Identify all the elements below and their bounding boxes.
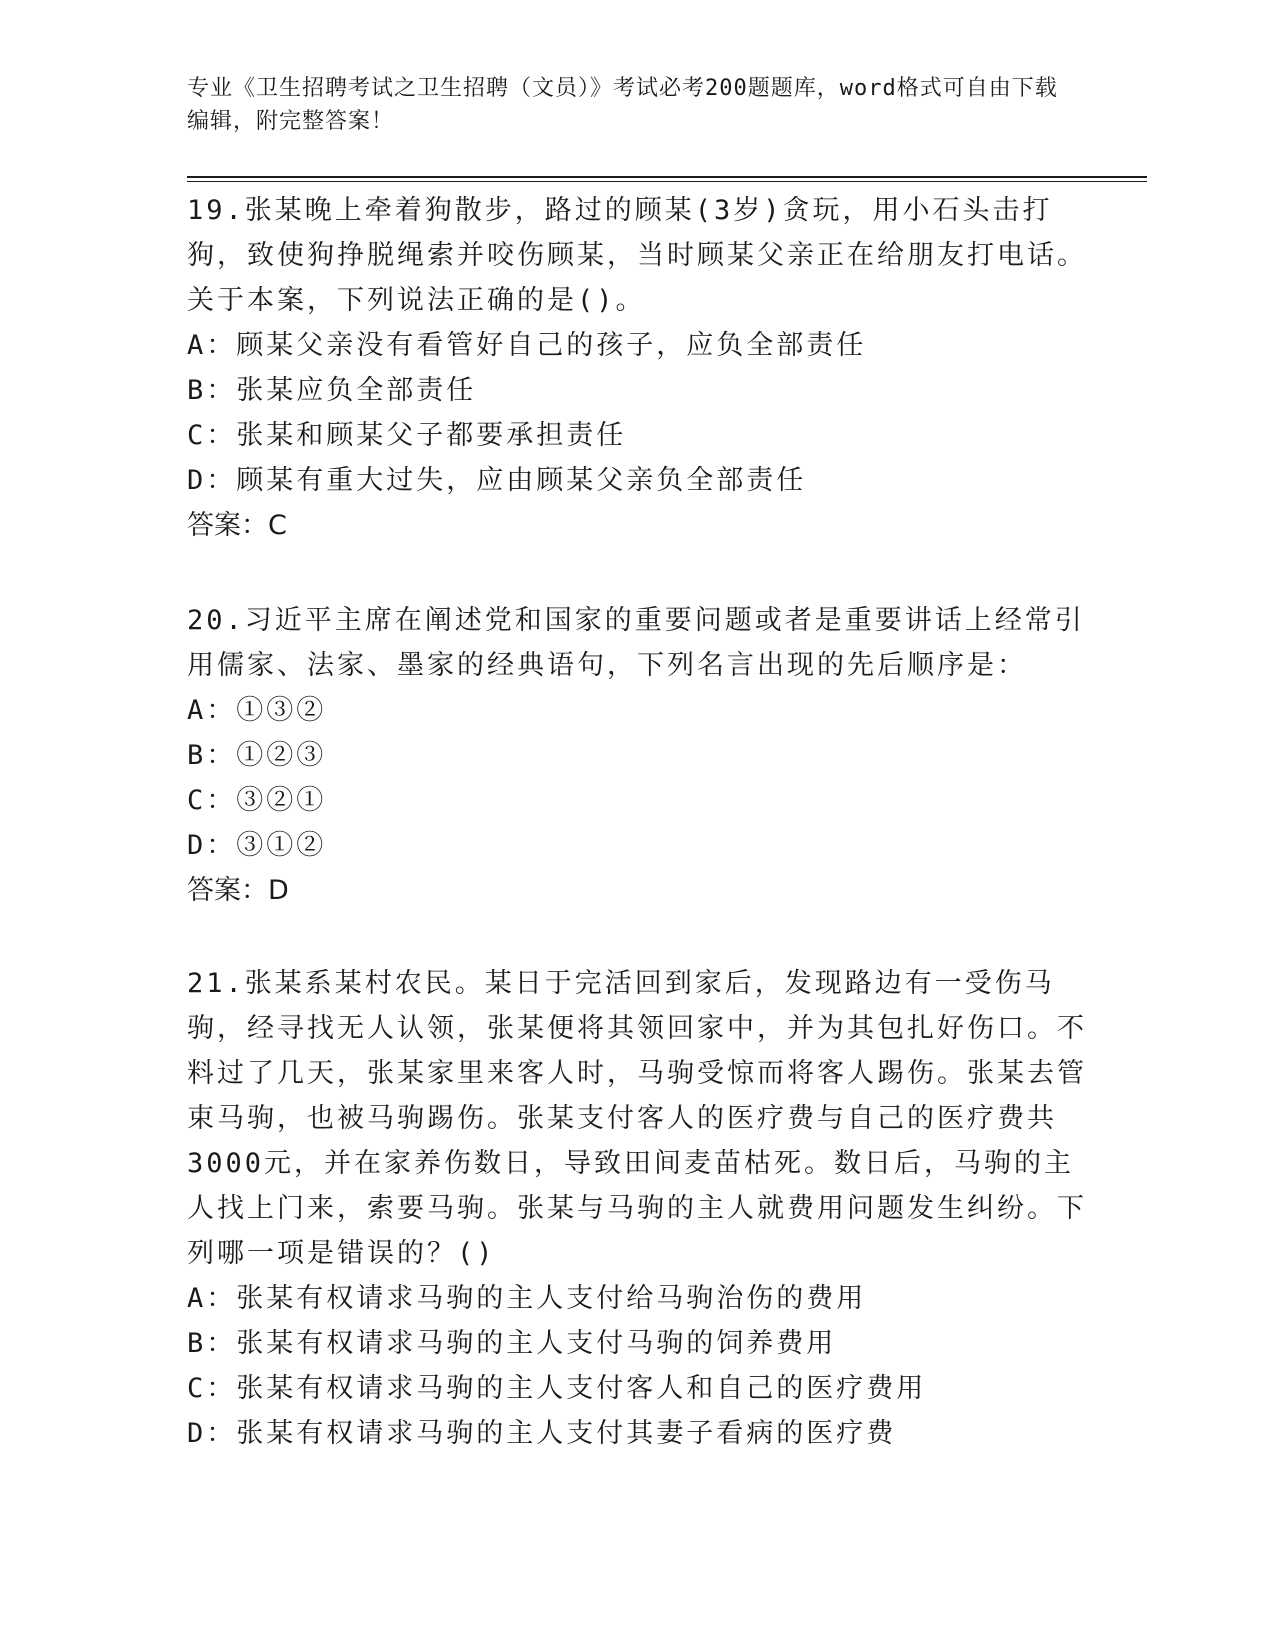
header-divider-thick: [187, 176, 1147, 178]
header-divider-thin: [187, 181, 1147, 182]
option-b: B：①②③: [187, 740, 327, 771]
answer: 答案：D: [187, 875, 289, 906]
option-c: C：张某有权请求马驹的主人支付客人和自己的医疗费用: [187, 1373, 927, 1404]
option-d: D：张某有权请求马驹的主人支付其妻子看病的医疗费: [187, 1418, 897, 1449]
option-a: A：①③②: [187, 695, 327, 726]
answer: 答案：C: [187, 510, 287, 541]
option-b: B：张某有权请求马驹的主人支付马驹的饲养费用: [187, 1328, 837, 1359]
option-d: D：顾某有重大过失，应由顾某父亲负全部责任: [187, 465, 807, 496]
question-20: [187, 598, 1087, 913]
question-19: [187, 188, 1087, 548]
question-text: 20.习近平主席在阐述党和国家的重要问题或者是重要讲话上经常引用儒家、法家、墨家的经典语句，下列名言出现的先后顺序是：: [187, 605, 1085, 681]
option-a: A：顾某父亲没有看管好自己的孩子，应负全部责任: [187, 330, 867, 361]
question-text: 21.张某系某村农民。某日于完活回到家后，发现路边有一受伤马驹，经寻找无人认领，张某便将其领回家中，并为其包扎好伤口。不料过了几天，张某家里来客人时，马驹受惊而将客人踢伤。张某去管束马驹，也被马驹踢伤。张某支付客人的医疗费与自己的医疗费共3000元，并在家养伤数日，导致田间麦苗枯死。数日后，马驹的主人找上门来，索要马驹。张某与马驹的主人就费用问题发生纠纷。下列哪一项是错误的？(): [187, 968, 1087, 1269]
option-c: C：张某和顾某父子都要承担责任: [187, 420, 627, 451]
option-c: C：③②①: [187, 785, 327, 816]
option-a: A：张某有权请求马驹的主人支付给马驹治伤的费用: [187, 1283, 867, 1314]
document-header: 专业《卫生招聘考试之卫生招聘（文员）》考试必考200题题库，word格式可自由下载编辑，附完整答案！: [187, 76, 1058, 134]
question-21: [187, 961, 1087, 1456]
option-b: B：张某应负全部责任: [187, 375, 477, 406]
option-d: D：③①②: [187, 830, 327, 861]
question-text: 19.张某晚上牵着狗散步，路过的顾某(3岁)贪玩，用小石头击打狗，致使狗挣脱绳索并咬伤顾某，当时顾某父亲正在给朋友打电话。关于本案，下列说法正确的是()。: [187, 195, 1087, 316]
